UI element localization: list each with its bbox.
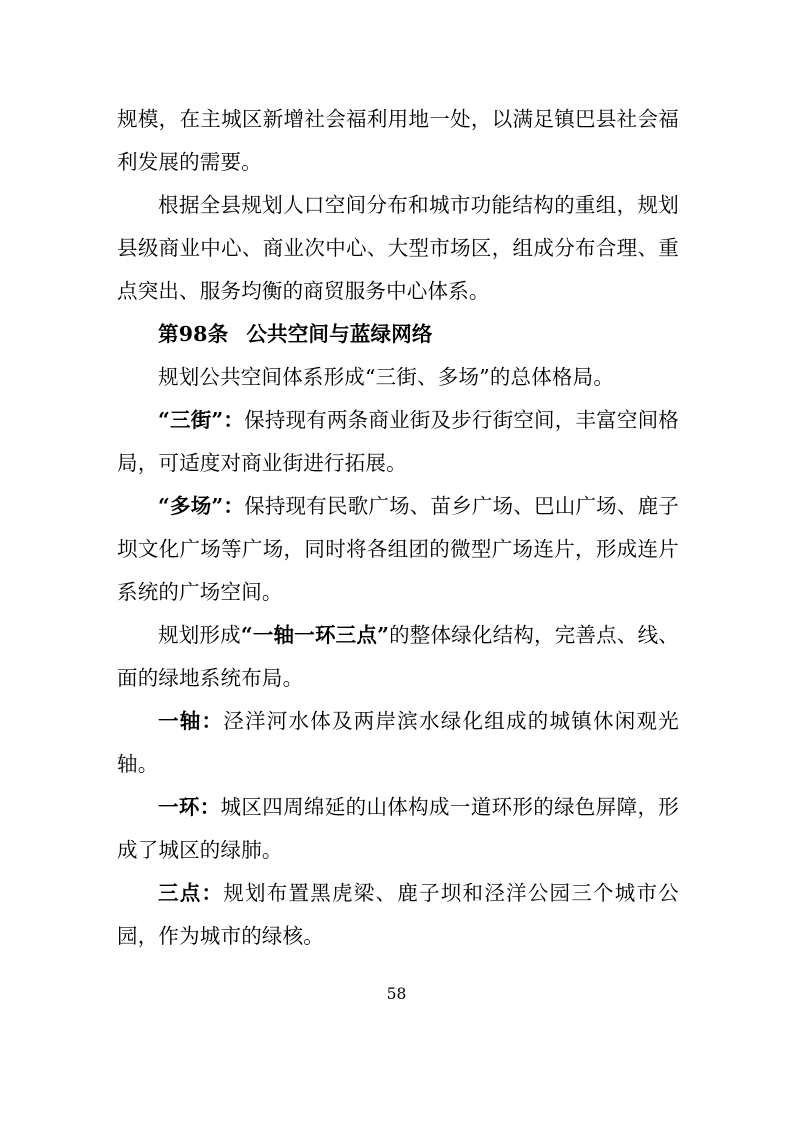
lead-body-many-squares: 保持现有民歌广场、苗乡广场、巴山广场、鹿子坝文化广场等广场，同时将各组团的微型广场连片，形成连片系统的广场空间。	[117, 494, 679, 604]
paragraph-one-ring	[117, 786, 679, 872]
paragraph-three-points	[117, 872, 679, 958]
paragraph-green-structure	[117, 614, 679, 700]
lead-body-three-streets: 保持现有两条商业街及步行街空间，丰富空间格局，可适度对商业街进行拓展。	[117, 408, 679, 475]
page-number: 58	[386, 985, 407, 1003]
lead-label-three-points: 三点：	[158, 881, 224, 905]
lead-body-one-axis: 泾洋河水体及两岸滨水绿化组成的城镇休闲观光轴。	[117, 709, 679, 776]
green-structure-after: 的整体绿化结构，完善点、线、面的绿地系统布局。	[117, 623, 679, 690]
paragraph-continuation: 规模，在主城区新增社会福利用地一处，以满足镇巴县社会福利发展的需要。	[117, 107, 679, 174]
section-number: 第98条	[158, 322, 229, 346]
page-content	[117, 98, 679, 958]
paragraph-many-squares	[117, 485, 679, 614]
paragraph-public-space-overview: 规划公共空间体系形成“三街、多场”的总体格局。	[158, 365, 615, 389]
section-heading-98	[117, 313, 679, 356]
section-title: 公共空间与蓝绿网络	[246, 322, 433, 346]
green-structure-emphasis: “一轴一环三点”	[240, 623, 390, 647]
lead-label-one-axis: 一轴：	[158, 709, 224, 733]
lead-label-three-streets: “三街”：	[158, 408, 245, 432]
lead-body-three-points: 规划布置黑虎梁、鹿子坝和泾洋公园三个城市公园，作为城市的绿核。	[117, 881, 679, 948]
lead-label-many-squares: “多场”：	[158, 494, 245, 518]
paragraph-three-streets	[117, 399, 679, 485]
lead-label-one-ring: 一环：	[158, 795, 221, 819]
paragraph-commercial-structure: 根据全县规划人口空间分布和城市功能结构的重组，规划县级商业中心、商业次中心、大型市场区，组成分布合理、重点突出、服务均衡的商贸服务中心体系。	[117, 193, 679, 303]
lead-body-one-ring: 城区四周绵延的山体构成一道环形的绿色屏障，形成了城区的绿肺。	[117, 795, 679, 862]
green-structure-before: 规划形成	[158, 623, 241, 647]
paragraph-one-axis	[117, 700, 679, 786]
